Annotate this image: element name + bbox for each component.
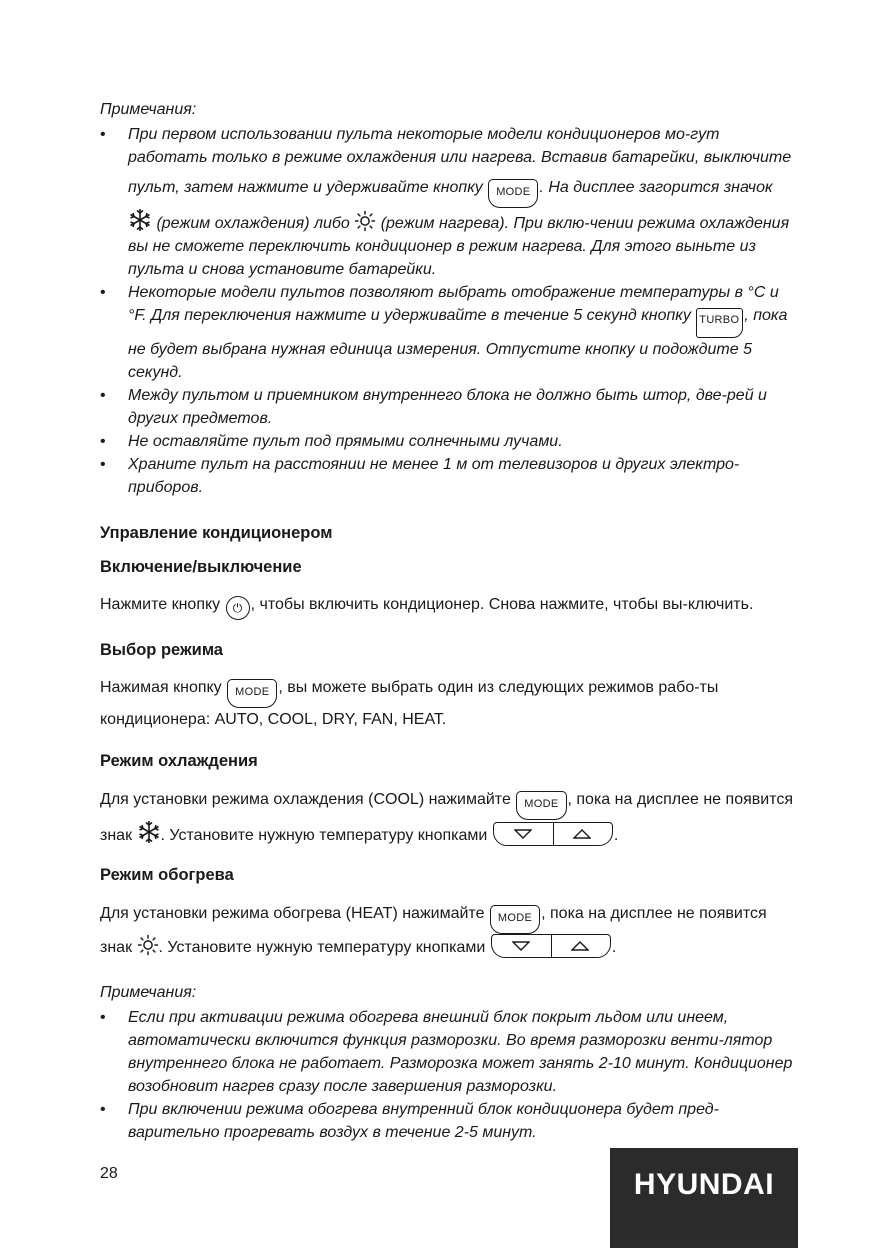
list-item: • Не оставляйте пульт под прямыми солнечными лучами. (100, 430, 800, 453)
section-heading: Управление кондиционером (100, 524, 333, 542)
turbo-button: TURBO (696, 308, 743, 338)
notes-list (100, 123, 800, 499)
snowflake-icon (128, 208, 152, 232)
list-item: • При включении режима обогрева внутренний блок кондиционера будет пред-варительно прогревать воздух в течение 2-5 минут. (100, 1098, 800, 1144)
list-item: • Между пультом и приемником внутреннего блока не должно быть штор, две-рей и других предметов. (100, 384, 800, 430)
paragraph: Нажмите кнопку ⏻ , чтобы включить кондиционер. Снова нажмите, чтобы вы-ключить. (100, 593, 800, 620)
list-item: • Храните пульт на расстоянии не менее 1 м от телевизоров и других электро-приборов. (100, 453, 800, 499)
power-icon: ⏻ (226, 596, 250, 620)
section-heading: Включение/выключение (100, 558, 302, 576)
mode-button: MODE (490, 905, 540, 934)
brand-logo (610, 1148, 798, 1248)
section-heading: Режим обогрева (100, 866, 234, 884)
section-heading: Выбор режима (100, 641, 223, 659)
section-heading: Режим охлаждения (100, 752, 258, 770)
sun-icon (354, 210, 376, 232)
paragraph: Для установки режима обогрева (HEAT) нажимайте MODE , пока на дисплее не появится знак . Установите нужную температуру кнопками . (100, 905, 767, 956)
list-item: • При первом использовании пульта некоторые модели кондиционеров мо-гут работать только в режиме охлаждения или нагрева. Вставив батарейки, выключите пульт, затем нажмите и удерживайте кнопку MODE . На дисплее загорится значок (режим охлаждения) либо (режим нагрева). При вклю-чении режима охлаждения вы не сможете переключить кондиционер в режим нагрева. Для этого выньте из пульта и снова установите батарейки. (100, 123, 800, 281)
page-number: 28 (100, 1165, 118, 1182)
mode-button: MODE (227, 679, 277, 708)
paragraph: Для установки режима охлаждения (COOL) нажимайте MODE , пока на дисплее не появится знак . Установите нужную температуру кнопками . (100, 791, 793, 844)
arrow-down-icon (494, 823, 554, 845)
temperature-buttons (493, 822, 613, 846)
mode-button: MODE (488, 179, 538, 208)
notes-list (100, 1006, 800, 1144)
list-item: • Некоторые модели пультов позволяют выбрать отображение температуры в °C и °F. Для переключения нажмите и удерживайте в течение 5 секунд кнопку TURBO , пока не будет выбрана нужная единица измерения. Отпустите кнопку и подождите 5 секунд. (100, 281, 800, 384)
notes-title: Примечания: (100, 984, 197, 1001)
paragraph: Нажимая кнопку MODE , вы можете выбрать один из следующих режимов рабо-ты кондиционера: AUTO, COOL, DRY, FAN, HEAT. (100, 679, 719, 728)
arrow-up-icon (551, 935, 610, 957)
page-content (100, 100, 800, 1144)
arrow-up-icon (553, 823, 612, 845)
sun-icon (137, 934, 159, 956)
brand-name: HYUNDAI (633, 1168, 775, 1201)
notes-title: Примечания: (100, 101, 197, 118)
list-item: • Если при активации режима обогрева внешний блок покрыт льдом или инеем, автоматически включится функция разморозки. Во время разморозки венти-лятор внутреннего блока не работает. Разморозка может занять 2-10 минут. Кондиционер возобновит нагрев сразу после завершения разморозки. (100, 1006, 800, 1098)
temperature-buttons (491, 934, 611, 958)
mode-button: MODE (516, 791, 566, 820)
snowflake-icon (137, 820, 161, 844)
arrow-down-icon (492, 935, 552, 957)
